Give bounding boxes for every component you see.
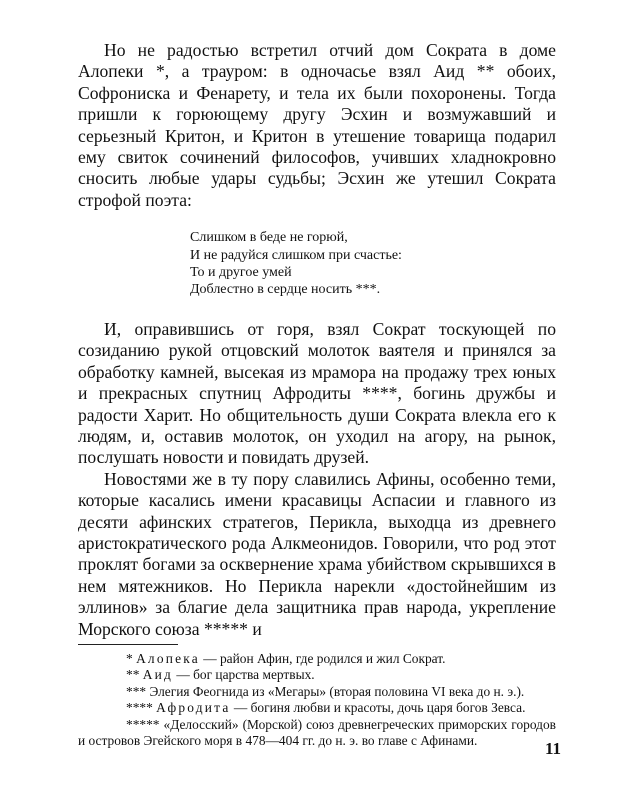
footnotes (78, 651, 556, 749)
footnote-mark: *** (126, 683, 147, 699)
page-content (78, 40, 556, 749)
verse-line-3: То и другое умей (190, 265, 292, 281)
footnote-text: «Делосский» (Морской) союз древнегреческих приморских городов и островов Эгейского моря в 478—404 гг. до н. э. во главе с Афинами. (78, 716, 556, 748)
footnote-1 (78, 651, 556, 667)
footnote-divider (78, 644, 178, 645)
footnote-text: — богиня любви и красоты, дочь царя богов Зевса. (230, 700, 526, 716)
page-number: 11 (545, 739, 562, 758)
footnote-mark: **** (126, 700, 153, 716)
footnote-3 (78, 684, 556, 700)
footnote-4 (78, 700, 556, 716)
footnote-mark: ** (126, 667, 140, 683)
poem-verse (190, 229, 556, 299)
verse-line-2: И не радуйся слишком при счастье: (190, 247, 402, 263)
footnote-term: Алопека (136, 650, 200, 666)
footnote-text: Элегия Феогнида из «Мегары» (вторая половина VI века до н. э.). (149, 683, 525, 699)
footnote-term: Аид (142, 667, 173, 683)
footnote-text: — район Афин, где родился и жил Сократ. (199, 650, 446, 666)
paragraph-2: И, оправившись от горя, взял Сократ тоскующей по созиданию рукой отцовский молоток ваятеля и принялся за обработку камней, высекая из мрамора на продажу трех юных и прекрасных спутниц Афродиты ****, богинь дружбы и радости Харит. Но общительность души Сократа влекла его к людям, и, оставив молоток, он уходил на агору, на рынок, послушать новости и повидать друзей. (78, 318, 556, 468)
footnote-term: Афродита (156, 700, 231, 716)
footnote-mark: * (126, 650, 133, 666)
footnote-text: — бог царства мертвых. (173, 667, 315, 683)
footnote-2 (78, 667, 556, 683)
paragraph-3: Новостями же в ту пору славились Афины, особенно теми, которые касались имени красавицы Аспасии и главного из десяти афинских стратегов, Перикла, выходца из древнего аристократического рода Алкмеонидов. Говорили, что род этот проклят богами за осквернение храма убийством скрывшихся в нем мятежников. Но Перикла нарекли «достойнейшим из эллинов» за благие дела защитника прав народа, укрепление Морского союза ***** и (78, 468, 556, 639)
paragraph-1: Но не радостью встретил отчий дом Сократа в доме Алопеки *, а трауром: в одночасье взял Аид ** обоих, Софрониска и Фенарету, и тела их были похоронены. Тогда пришли к горюющему другу Эсхин и возмужавший и серьезный Критон, и Критон в утешение товарища подарил ему свиток сочинений философов, учивших хладнокровно сносить любые удары судьбы; Эсхин же утешил Сократа строфой поэта: (78, 40, 556, 210)
footnote-mark: ***** (126, 716, 160, 732)
verse-line-1: Слишком в беде не горюй, (190, 230, 348, 246)
verse-line-4: Доблестно в сердце носить ***. (190, 282, 381, 298)
footnote-5 (78, 717, 556, 750)
